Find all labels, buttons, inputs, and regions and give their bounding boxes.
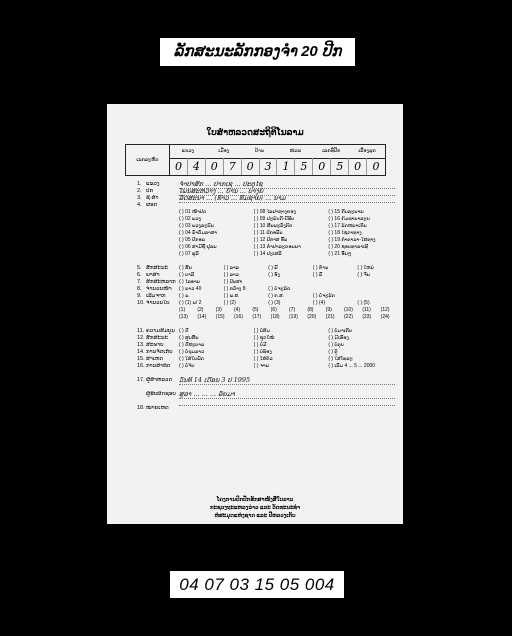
- option-item: [313, 279, 355, 286]
- code-digit: 0: [242, 158, 260, 175]
- number-item: (9): [325, 307, 332, 313]
- field-value: ວັນທີ 14 ເດືອນ 3 ປີ 1995: [179, 377, 395, 385]
- field-row: [137, 181, 395, 188]
- field-num: 7.: [137, 279, 142, 285]
- option-item: ( ) ສູບສັ້ນ: [179, 335, 199, 341]
- number-item: (17): [252, 314, 262, 320]
- option-group: [179, 265, 399, 272]
- code-head: ເລກທີປີກ: [322, 148, 341, 154]
- field-row: [137, 335, 395, 342]
- option-item: ( ) ສັນ: [179, 265, 192, 271]
- field-row: [137, 195, 395, 202]
- option-group: [179, 279, 399, 286]
- field-label: ສັກສະນະ: [146, 335, 168, 341]
- option-item: ( ) ບໍ່ມາເກັບ: [328, 328, 353, 334]
- number-item: (19): [289, 314, 298, 320]
- field-num: 3.: [137, 195, 142, 201]
- field-row: [137, 265, 395, 272]
- field-label: ໝາຍເຫດ: [146, 405, 169, 411]
- number-item: (22): [344, 314, 353, 320]
- option-group: [179, 230, 399, 237]
- code-digit: 4: [188, 158, 206, 175]
- option-item: ( ) 13 ກຳປາລະດອນນາ: [253, 244, 301, 250]
- form-footer: [107, 496, 403, 520]
- code-digit: 7: [224, 158, 242, 175]
- field-row: [137, 363, 395, 370]
- number-item: (6): [270, 307, 277, 313]
- field-num: 2.: [137, 188, 142, 194]
- option-item: ( ) ມີເຮືອງ: [328, 335, 349, 341]
- option-group: [179, 286, 399, 293]
- option-item: ( ) 10 ສີນພະລັງຕີດ: [253, 223, 293, 229]
- option-item: ( ) ບາລີ: [179, 272, 195, 278]
- option-row: [137, 251, 395, 258]
- footer-line: ໂຄງການປົກປັກຮັກສາໜັງສືໃບລານ: [216, 497, 294, 503]
- field-num: 6.: [137, 272, 142, 278]
- option-item: ( ) 16 ຄົມທານາລະບ: [328, 216, 370, 222]
- code-digit: 0: [349, 158, 367, 175]
- option-item: ( ) (1) ນ/ 2: [179, 300, 202, 306]
- field-row: [137, 328, 395, 335]
- option-item: [268, 279, 310, 286]
- option-item: ( ) ໃຫຍ່: [357, 265, 374, 271]
- field-num: 18.: [137, 405, 145, 411]
- field-row: [137, 405, 395, 412]
- code-digit: 5: [331, 158, 349, 175]
- spacer: [137, 384, 395, 391]
- number-item: (12): [380, 307, 390, 313]
- field-row: [137, 286, 395, 293]
- option-row: [137, 209, 395, 216]
- code-digit: 1: [277, 158, 295, 175]
- field-value: ໂພນສະຫວ່າງ ... ບ້ານ ... ບາງຍໍ: [179, 188, 395, 196]
- number-item: (4): [234, 307, 241, 313]
- code-head: ບ້ານ: [255, 148, 265, 154]
- section2-block: [137, 328, 395, 377]
- option-item: ( ) ບໍ່ຈະລົດ: [312, 293, 335, 299]
- number-item: (15): [215, 314, 225, 320]
- number-item: (1): [179, 307, 186, 313]
- option-group: [179, 209, 399, 216]
- option-item: ( ) ໄລອານ: [179, 279, 200, 285]
- option-item: ( ) (4): [312, 300, 326, 306]
- number-item: (7): [289, 307, 296, 313]
- option-row: [137, 216, 395, 223]
- option-row: [137, 230, 395, 237]
- number-item: (16): [234, 314, 243, 320]
- field-row: [137, 202, 395, 209]
- option-item: ( ) ກ້ານ: [312, 265, 329, 271]
- option-item: ( ) ຊຸດໃໝ່: [253, 335, 275, 341]
- option-group: [179, 363, 399, 370]
- code-head: ແຂວງ: [181, 148, 195, 154]
- number-item: (2): [197, 307, 204, 313]
- field-value: ຈຳປາສັກ ... ປາກເຊ ... ປະຕູໄຊ: [179, 181, 395, 189]
- header-title: ລັກສະນະລັກກອງຈຳ 20 ປີກ: [160, 38, 355, 66]
- option-item: ( ) ບໍ່ສົມ: [253, 328, 270, 334]
- field-num: 4.: [137, 202, 142, 208]
- field-value: ລັດສະນາ ... (ທ້າວ ... ທີມຊາຍ) ... ນາມ: [179, 195, 395, 203]
- option-item: ( ) ນ.: [179, 293, 190, 299]
- field-num: 17.: [137, 377, 145, 383]
- option-group: [179, 223, 399, 230]
- field-label: ພາສາ: [146, 272, 160, 278]
- option-block: [137, 209, 395, 265]
- option-item: ( ) ລາວ: [223, 272, 239, 278]
- option-group: [179, 349, 399, 356]
- option-item: ( ) 06 ສາມີຊື່-ປຸລຍ: [179, 244, 217, 250]
- option-group: [179, 244, 399, 251]
- option-item: ( ) ດີສະບາຍ: [179, 342, 205, 348]
- field-row: [137, 377, 395, 384]
- code-digits: [170, 158, 385, 175]
- option-item: ( ) ບໍ່ທ້ອງ: [253, 349, 272, 355]
- field-row: [137, 272, 395, 279]
- option-item: ( ) ບໍ່ຕຸບ: [328, 342, 344, 348]
- field-value: [179, 405, 395, 406]
- field-label: ຜູ້ຮັບຜິດຊອບ: [146, 391, 176, 397]
- number-item: (5): [252, 307, 259, 313]
- number-item: (14): [197, 314, 207, 320]
- number-item: (23): [362, 314, 372, 320]
- field-row: [137, 293, 395, 300]
- catalog-number: 04 07 03 15 05 004: [170, 571, 344, 598]
- option-item: ( ) ຄ.ສ.: [268, 293, 285, 299]
- code-headers: [170, 145, 385, 159]
- field-label: ຜູ້ສໍາຫລວດ: [146, 377, 173, 383]
- number-item: (13): [179, 314, 188, 320]
- spacer: [137, 258, 395, 265]
- number-row: [137, 307, 395, 314]
- field-row: [137, 356, 395, 363]
- option-item: [313, 286, 355, 293]
- field-label: ສາເຫດ: [146, 356, 164, 362]
- number-row: [137, 314, 395, 321]
- option-item: ( ) ຍີ່: [268, 265, 278, 271]
- number-item: (3): [215, 307, 222, 313]
- option-item: ( ) ປັນສາ: [223, 279, 243, 285]
- option-item: ( ) ຈີນ: [357, 272, 370, 278]
- form-title: ໃບສຳຫລວດສະຖິຕິໂນລາມ: [206, 127, 304, 137]
- code-digit: 5: [295, 158, 313, 175]
- code-digit: 0: [372, 160, 380, 173]
- field-label: ການສາທິດ: [146, 363, 171, 369]
- code-digit: 0: [206, 158, 224, 175]
- option-item: ( ) ໃສ່ໂທລະ: [328, 356, 353, 362]
- option-item: ( ) 09 ປະຍົບດີ-ບີຮີບ: [253, 216, 295, 222]
- option-item: ( ) 01 ໜ້າປົດ: [179, 209, 207, 215]
- option-item: ( ) ຕູ້: [328, 349, 338, 355]
- option-item: ( ) 08 ໄລຢາທາງຄອງ: [253, 209, 296, 215]
- option-item: ( ) (2): [223, 300, 236, 306]
- field-row: [137, 391, 395, 398]
- option-item: ( ) ອັງ: [268, 272, 280, 278]
- number-item: (18): [270, 314, 280, 320]
- option-row: [137, 244, 395, 251]
- field-label: ຄວາມສົມບູນ: [146, 328, 175, 334]
- field-label: ຈຳນວນໜ້າ: [146, 286, 172, 292]
- option-item: ( ) 07 ທຸລີ: [179, 251, 199, 257]
- spacer: [137, 370, 395, 377]
- field-row: [137, 349, 395, 356]
- option-group: [179, 328, 399, 335]
- number-group: [179, 314, 399, 321]
- option-item: ( ) 04 ນ້ຳດົ້ມລາສາ: [179, 230, 218, 236]
- field-label: ສົກສະຫລາກ: [146, 279, 176, 285]
- field-num: 13.: [137, 342, 145, 348]
- option-group: [179, 272, 399, 279]
- lower-block: [137, 265, 395, 328]
- option-item: ( ) ບໍ່ຂຸມລາວ: [179, 349, 205, 355]
- code-head: ເມືອງ: [218, 148, 230, 154]
- field-num: 1.: [137, 181, 142, 187]
- option-item: ( ) 18 ໄຊດາທາງ: [328, 230, 362, 236]
- option-item: ( ) ຍີ່: [312, 272, 323, 278]
- option-group: [179, 342, 399, 349]
- option-item: ( ) 12 ປີກາສ ອື້ນ: [253, 237, 288, 243]
- option-item: ( ) ພ.ສ.: [223, 293, 240, 299]
- field-row: [137, 300, 395, 307]
- survey-form-sheet: [107, 104, 403, 524]
- option-group: [179, 335, 399, 342]
- spacer: [137, 321, 395, 328]
- field-label: ເລີ່ມຈາກ: [146, 293, 166, 299]
- code-head: ເລືອງລຸກ: [358, 148, 376, 154]
- option-item: [357, 286, 399, 293]
- option-group: [179, 251, 399, 258]
- code-digit: 0: [313, 158, 331, 175]
- number-group: [179, 307, 399, 314]
- field-num: 9.: [137, 293, 142, 299]
- option-item: ( ) ບໍ່ມີ: [253, 342, 267, 348]
- field-label: ການຈັດເກັບ: [146, 349, 173, 355]
- option-item: ( ) ເລີ່ມ 4 ... 5 ... 2000: [328, 363, 376, 369]
- field-num: 8.: [137, 286, 142, 292]
- option-item: ( ) 05 ປີກອຍ: [179, 237, 206, 243]
- field-label: ແຂວງ: [146, 181, 160, 187]
- field-value: ສູລາ ... ... ... ລັຍມາ: [179, 391, 395, 399]
- option-group: [179, 237, 399, 244]
- field-num: 11.: [137, 328, 145, 334]
- field-row: [137, 188, 395, 195]
- option-item: ( ) ລາລ: [223, 265, 239, 271]
- field-label: ສະພາບ: [146, 342, 164, 348]
- option-group: [179, 356, 399, 363]
- field-num: 14.: [137, 349, 145, 355]
- field-num: 5.: [137, 265, 142, 271]
- code-label: ເລກລະຫັດ: [126, 145, 170, 175]
- field-row: [137, 342, 395, 349]
- spacer: [137, 398, 395, 405]
- footer-line: ກະຊວງຖະແຫລງຂ່າວ ແລະ ວັດທະນະທຳ: [209, 505, 301, 511]
- option-item: ( ) 21 ອື້ນໆ: [328, 251, 352, 257]
- field-label: ຜອດ: [146, 202, 158, 208]
- option-group: [179, 293, 399, 300]
- number-item: (20): [307, 314, 317, 320]
- number-item: (11): [362, 307, 371, 313]
- option-item: ( ) ໃສ່ຄົວ: [253, 356, 273, 362]
- option-item: ( ) 11 ປີກອນີ້ນ: [253, 230, 283, 236]
- option-item: ( ) (3): [268, 300, 281, 306]
- option-item: ( ) ຍາວ 40: [179, 286, 202, 292]
- field-num: 10.: [137, 300, 145, 306]
- code-digit: 0: [170, 158, 188, 175]
- option-item: ( ) 14 ປະເສລີ: [253, 251, 282, 257]
- number-item: (24): [380, 314, 390, 320]
- option-item: ( ) 20 ຊອບທາລາເທີ: [328, 244, 369, 250]
- option-row: [137, 223, 395, 230]
- field-label: ຊື່-ສໍາ: [146, 195, 159, 201]
- number-item: (8): [307, 307, 314, 313]
- option-item: ( ) ຈາຍ: [253, 363, 270, 369]
- option-item: ( ) ກວ້າງ 8: [223, 286, 246, 292]
- footer-line: ຫໍສະມຸດແຫ່ງຊາດ ແລະ ປີຫລວງເກັບ: [214, 513, 296, 519]
- option-item: ( ) ບໍ່ຈະລົດ: [268, 286, 291, 292]
- option-item: ( ) 02 ພວງ: [179, 216, 202, 222]
- field-row: [137, 279, 395, 286]
- field-label: ປີກ: [146, 188, 154, 194]
- option-item: ( ) 03 ພວງລະບີນ: [179, 223, 214, 229]
- option-group: [179, 216, 399, 223]
- option-row: [137, 237, 395, 244]
- code-digit: 3: [260, 158, 278, 175]
- option-item: ( ) (5): [357, 300, 370, 306]
- option-item: ( ) 15 ກີບລະນາຍ: [328, 209, 364, 215]
- field-label: ຈຳນວນໃບ: [146, 300, 170, 306]
- field-num: 15.: [137, 356, 145, 362]
- option-item: ( ) 19 ກຳຕາລາ-ໃສທາງ: [328, 237, 376, 243]
- spacer: [137, 412, 395, 419]
- code-head: ໜ່ວຍ: [289, 148, 302, 154]
- number-item: (21): [325, 314, 335, 320]
- field-num: 16.: [137, 363, 145, 369]
- field-label: ສັກສະນະ: [146, 265, 168, 271]
- number-item: (10): [344, 307, 353, 313]
- section3-block: [137, 377, 395, 419]
- option-item: ( ) 17 ລົດຫຍາເກີນ: [328, 223, 367, 229]
- option-item: ( ) ບໍ່ຈົບ: [179, 363, 195, 369]
- form-rows: [137, 181, 395, 419]
- option-item: ( ) ໃສ່ໃບພັດ: [179, 356, 205, 362]
- option-item: [357, 279, 399, 286]
- code-box: [125, 144, 386, 176]
- option-group: [179, 300, 399, 307]
- option-item: [357, 293, 399, 300]
- option-item: ( ) ດີ: [179, 328, 189, 334]
- field-num: 12.: [137, 335, 145, 341]
